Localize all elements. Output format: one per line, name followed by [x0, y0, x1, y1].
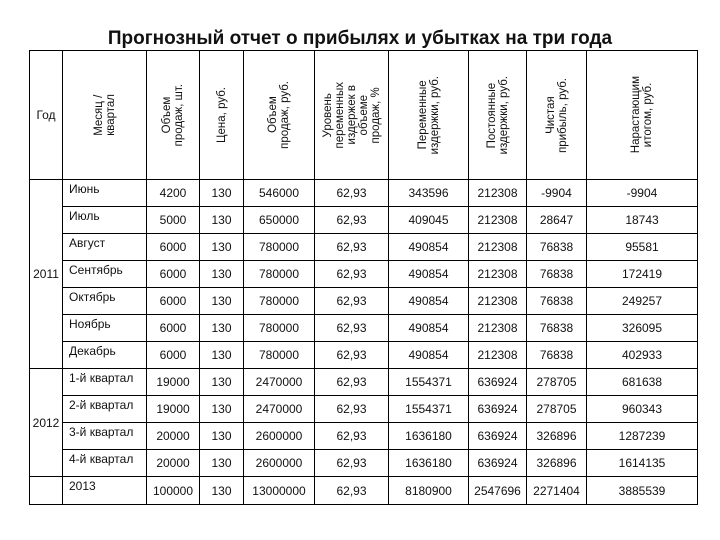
- table-row: [30, 369, 698, 396]
- var-level-cell: 62,93: [315, 261, 389, 288]
- price-cell: 130: [200, 180, 244, 207]
- var-level-cell: 62,93: [315, 234, 389, 261]
- var-costs-cell: 1636180: [389, 450, 469, 477]
- period-cell: Октябрь: [63, 288, 147, 315]
- cumulative-cell: 326095: [587, 315, 698, 342]
- cumulative-cell: 3885539: [587, 477, 698, 505]
- volume-rub-cell: 780000: [244, 315, 315, 342]
- period-cell: Ноябрь: [63, 315, 147, 342]
- price-cell: 130: [200, 261, 244, 288]
- var-costs-cell: 409045: [389, 207, 469, 234]
- price-cell: 130: [200, 423, 244, 450]
- net-profit-cell: 76838: [527, 288, 587, 315]
- cumulative-cell: 249257: [587, 288, 698, 315]
- fixed-costs-cell: 212308: [469, 342, 527, 369]
- volume-units-cell: 6000: [147, 234, 200, 261]
- table-row: [30, 288, 698, 315]
- period-cell: Декабрь: [63, 342, 147, 369]
- table-row: [30, 261, 698, 288]
- table-row: [30, 396, 698, 423]
- net-profit-cell: 76838: [527, 261, 587, 288]
- net-profit-cell: 76838: [527, 234, 587, 261]
- header-period: Месяц / квартал: [63, 51, 147, 180]
- var-level-cell: 62,93: [315, 180, 389, 207]
- period-cell: 1-й квартал: [63, 369, 147, 396]
- period-cell: Июль: [63, 207, 147, 234]
- net-profit-cell: 2271404: [527, 477, 587, 505]
- var-level-cell: 62,93: [315, 288, 389, 315]
- price-cell: 130: [200, 288, 244, 315]
- period-cell: 2-й квартал: [63, 396, 147, 423]
- net-profit-cell: 76838: [527, 342, 587, 369]
- header-fixed-costs: Постоянные издержки, руб.: [469, 51, 527, 180]
- price-cell: 130: [200, 234, 244, 261]
- volume-rub-cell: 2470000: [244, 396, 315, 423]
- volume-rub-cell: 780000: [244, 288, 315, 315]
- page-title: Прогнозный отчет о прибылях и убытках на три года: [107, 28, 613, 49]
- period-cell: 3-й квартал: [63, 423, 147, 450]
- price-cell: 130: [200, 207, 244, 234]
- price-cell: 130: [200, 477, 244, 505]
- table-row: [30, 342, 698, 369]
- net-profit-cell: 76838: [527, 315, 587, 342]
- volume-rub-cell: 13000000: [244, 477, 315, 505]
- volume-rub-cell: 2470000: [244, 369, 315, 396]
- var-level-cell: 62,93: [315, 423, 389, 450]
- period-cell: Август: [63, 234, 147, 261]
- cumulative-cell: 1287239: [587, 423, 698, 450]
- header-volume-rub: Объем продаж, руб.: [244, 51, 315, 180]
- cumulative-cell: -9904: [587, 180, 698, 207]
- year-cell-2011: 2011: [30, 180, 63, 369]
- volume-rub-cell: 2600000: [244, 423, 315, 450]
- fixed-costs-cell: 212308: [469, 207, 527, 234]
- cumulative-cell: 960343: [587, 396, 698, 423]
- var-costs-cell: 1636180: [389, 423, 469, 450]
- header-net-profit: Чистая прибыль, руб.: [527, 51, 587, 180]
- var-level-cell: 62,93: [315, 315, 389, 342]
- header-volume-units: Объем продаж, шт.: [147, 51, 200, 180]
- volume-units-cell: 20000: [147, 423, 200, 450]
- table-row: [30, 315, 698, 342]
- price-cell: 130: [200, 342, 244, 369]
- fixed-costs-cell: 636924: [469, 396, 527, 423]
- var-level-cell: 62,93: [315, 207, 389, 234]
- price-cell: 130: [200, 450, 244, 477]
- fixed-costs-cell: 212308: [469, 315, 527, 342]
- period-cell: Сентябрь: [63, 261, 147, 288]
- var-costs-cell: 1554371: [389, 396, 469, 423]
- volume-units-cell: 5000: [147, 207, 200, 234]
- table-row: [30, 477, 698, 505]
- var-level-cell: 62,93: [315, 369, 389, 396]
- header-cumulative: Нарастающим итогом, руб.: [587, 51, 698, 180]
- net-profit-cell: 278705: [527, 369, 587, 396]
- volume-units-cell: 20000: [147, 450, 200, 477]
- header-var-level: Уровень переменных издержек в объеме продаж, %: [315, 51, 389, 180]
- volume-units-cell: 6000: [147, 261, 200, 288]
- volume-rub-cell: 650000: [244, 207, 315, 234]
- year-cell-empty: [30, 477, 63, 505]
- volume-rub-cell: 2600000: [244, 450, 315, 477]
- cumulative-cell: 681638: [587, 369, 698, 396]
- profit-loss-table: [29, 50, 698, 505]
- table-row: [30, 423, 698, 450]
- volume-units-cell: 6000: [147, 315, 200, 342]
- price-cell: 130: [200, 396, 244, 423]
- fixed-costs-cell: 636924: [469, 450, 527, 477]
- year-cell-2012: 2012: [30, 369, 63, 477]
- cumulative-cell: 95581: [587, 234, 698, 261]
- fixed-costs-cell: 212308: [469, 261, 527, 288]
- volume-units-cell: 100000: [147, 477, 200, 505]
- cumulative-cell: 172419: [587, 261, 698, 288]
- table-row: [30, 234, 698, 261]
- var-costs-cell: 490854: [389, 342, 469, 369]
- cumulative-cell: 402933: [587, 342, 698, 369]
- var-costs-cell: 490854: [389, 315, 469, 342]
- header-var-costs: Переменные издержки, руб.: [389, 51, 469, 180]
- cumulative-cell: 1614135: [587, 450, 698, 477]
- fixed-costs-cell: 212308: [469, 180, 527, 207]
- var-level-cell: 62,93: [315, 477, 389, 505]
- table-row: [30, 180, 698, 207]
- net-profit-cell: -9904: [527, 180, 587, 207]
- var-level-cell: 62,93: [315, 342, 389, 369]
- fixed-costs-cell: 636924: [469, 423, 527, 450]
- fixed-costs-cell: 2547696: [469, 477, 527, 505]
- var-costs-cell: 490854: [389, 234, 469, 261]
- net-profit-cell: 326896: [527, 450, 587, 477]
- fixed-costs-cell: 212308: [469, 288, 527, 315]
- fixed-costs-cell: 212308: [469, 234, 527, 261]
- var-level-cell: 62,93: [315, 450, 389, 477]
- net-profit-cell: 278705: [527, 396, 587, 423]
- var-costs-cell: 8180900: [389, 477, 469, 505]
- volume-units-cell: 6000: [147, 288, 200, 315]
- volume-rub-cell: 780000: [244, 234, 315, 261]
- table-row: [30, 450, 698, 477]
- fixed-costs-cell: 636924: [469, 369, 527, 396]
- volume-rub-cell: 780000: [244, 261, 315, 288]
- period-cell: 2013: [63, 477, 147, 505]
- cumulative-cell: 18743: [587, 207, 698, 234]
- var-costs-cell: 490854: [389, 288, 469, 315]
- volume-rub-cell: 546000: [244, 180, 315, 207]
- table-row: [30, 207, 698, 234]
- var-costs-cell: 343596: [389, 180, 469, 207]
- header-row: [30, 51, 698, 180]
- var-level-cell: 62,93: [315, 396, 389, 423]
- period-cell: Июнь: [63, 180, 147, 207]
- period-cell: 4-й квартал: [63, 450, 147, 477]
- header-year: Год: [30, 51, 63, 180]
- net-profit-cell: 326896: [527, 423, 587, 450]
- volume-units-cell: 6000: [147, 342, 200, 369]
- var-costs-cell: 490854: [389, 261, 469, 288]
- volume-units-cell: 19000: [147, 369, 200, 396]
- volume-rub-cell: 780000: [244, 342, 315, 369]
- header-price: Цена, руб.: [200, 51, 244, 180]
- price-cell: 130: [200, 369, 244, 396]
- var-costs-cell: 1554371: [389, 369, 469, 396]
- volume-units-cell: 19000: [147, 396, 200, 423]
- volume-units-cell: 4200: [147, 180, 200, 207]
- net-profit-cell: 28647: [527, 207, 587, 234]
- price-cell: 130: [200, 315, 244, 342]
